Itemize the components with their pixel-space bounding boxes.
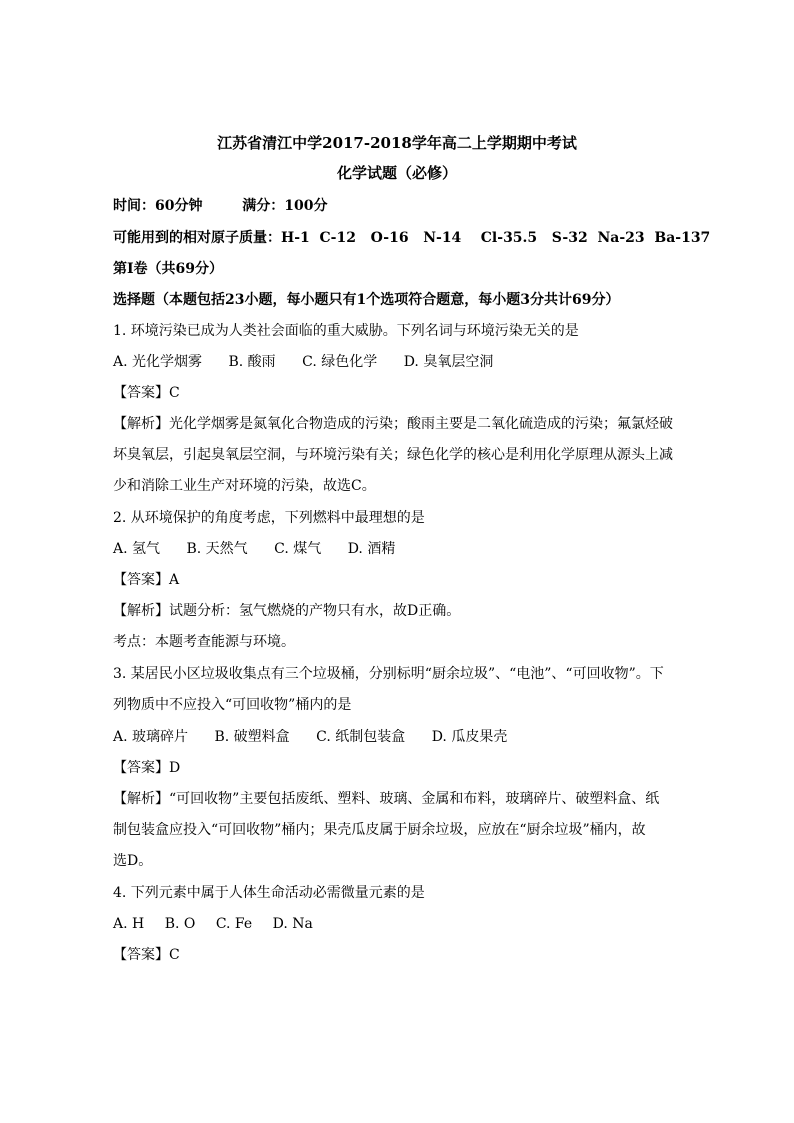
- question-2-answer: 【答案】A: [113, 572, 180, 588]
- question-2-stem: 2. 从环境保护的角度考虑，下列燃料中最理想的是: [113, 510, 425, 526]
- section-instructions: 选择题（本题包括23小题，每小题只有1个选项符合题意，每小题3分共计69分）: [113, 292, 620, 308]
- question-4-stem: 4. 下列元素中属于人体生命活动必需微量元素的是: [113, 885, 425, 901]
- question-2-analysis-line: 【解析】试题分析：氢气燃烧的产物只有水，故D正确。: [113, 603, 461, 619]
- question-3-options: [113, 727, 529, 747]
- question-3-analysis-line: 选D。: [113, 853, 153, 869]
- option-b: B. O: [164, 916, 196, 932]
- question-4-answer: 【答案】C: [113, 947, 180, 963]
- question-1-analysis-line: 【解析】光化学烟雾是氮氧化合物造成的污染；酸雨主要是二氧化硫造成的污染；氟氯烃破: [113, 416, 673, 432]
- question-1-stem: 1. 环境污染已成为人类社会面临的重大威胁。下列名词与环境污染无关的是: [113, 323, 579, 339]
- option-b: B. 破塑料盒: [214, 729, 290, 745]
- option-c: C. Fe: [215, 916, 253, 932]
- question-2-options: [113, 539, 417, 559]
- question-2-knowledge-point: 考点：本题考查能源与环境。: [113, 634, 295, 650]
- question-3-stem-line: 列物质中不应投入“可回收物”桶内的是: [113, 697, 352, 713]
- exam-subtitle: 化学试题（必修）: [336, 164, 457, 182]
- option-b: B. 酸雨: [228, 354, 276, 370]
- full-score: 满分：100分: [242, 198, 328, 214]
- question-3-answer: 【答案】D: [113, 760, 181, 776]
- option-a: A. 光化学烟雾: [113, 354, 203, 370]
- option-b: B. 天然气: [186, 541, 248, 557]
- question-1-analysis-line: 少和消除工业生产对环境的污染，故选C。: [113, 478, 376, 494]
- question-1-answer: 【答案】C: [113, 385, 180, 401]
- exam-title: 江苏省清江中学2017-2018学年高二上学期期中考试: [217, 134, 577, 152]
- question-1-options: [113, 352, 515, 372]
- option-d: D. Na: [272, 916, 313, 932]
- time-limit: 时间：60分钟: [113, 198, 203, 214]
- option-a: A. H: [113, 916, 145, 932]
- question-1-analysis-line: 坏臭氧层，引起臭氧层空洞，与环境污染有关；绿色化学的核心是利用化学原理从源头上减: [113, 447, 673, 463]
- part-title: 第Ⅰ卷（共69分）: [113, 261, 224, 277]
- question-3-analysis-line: 制包装盒应投入“可回收物”桶内；果壳瓜皮属于厨余垃圾，应放在“厨余垃圾”桶内，故: [113, 822, 646, 838]
- question-3-analysis-line: 【解析】“可回收物”主要包括废纸、塑料、玻璃、金属和布料，玻璃碎片、破塑料盒、纸: [113, 791, 660, 807]
- option-c: C. 煤气: [274, 541, 322, 557]
- option-c: C. 绿色化学: [302, 354, 378, 370]
- option-d: D. 瓜皮果壳: [431, 729, 508, 745]
- exam-info-line: [113, 196, 327, 216]
- question-3-stem-line: 3. 某居民小区垃圾收集点有三个垃圾桶，分别标明“厨余垃圾”、“电池”、“可回收物”。下: [113, 666, 664, 682]
- option-a: A. 玻璃碎片: [113, 729, 189, 745]
- atomic-masses: 可能用到的相对原子质量：H-1 C-12 O-16 N-14 Cl-35.5 S-32 Na-23 Ba-137: [113, 230, 711, 246]
- option-c: C. 纸制包装盒: [316, 729, 406, 745]
- option-d: D. 臭氧层空洞: [403, 354, 494, 370]
- option-a: A. 氢气: [113, 541, 161, 557]
- option-d: D. 酒精: [347, 541, 396, 557]
- question-4-options: [113, 914, 329, 934]
